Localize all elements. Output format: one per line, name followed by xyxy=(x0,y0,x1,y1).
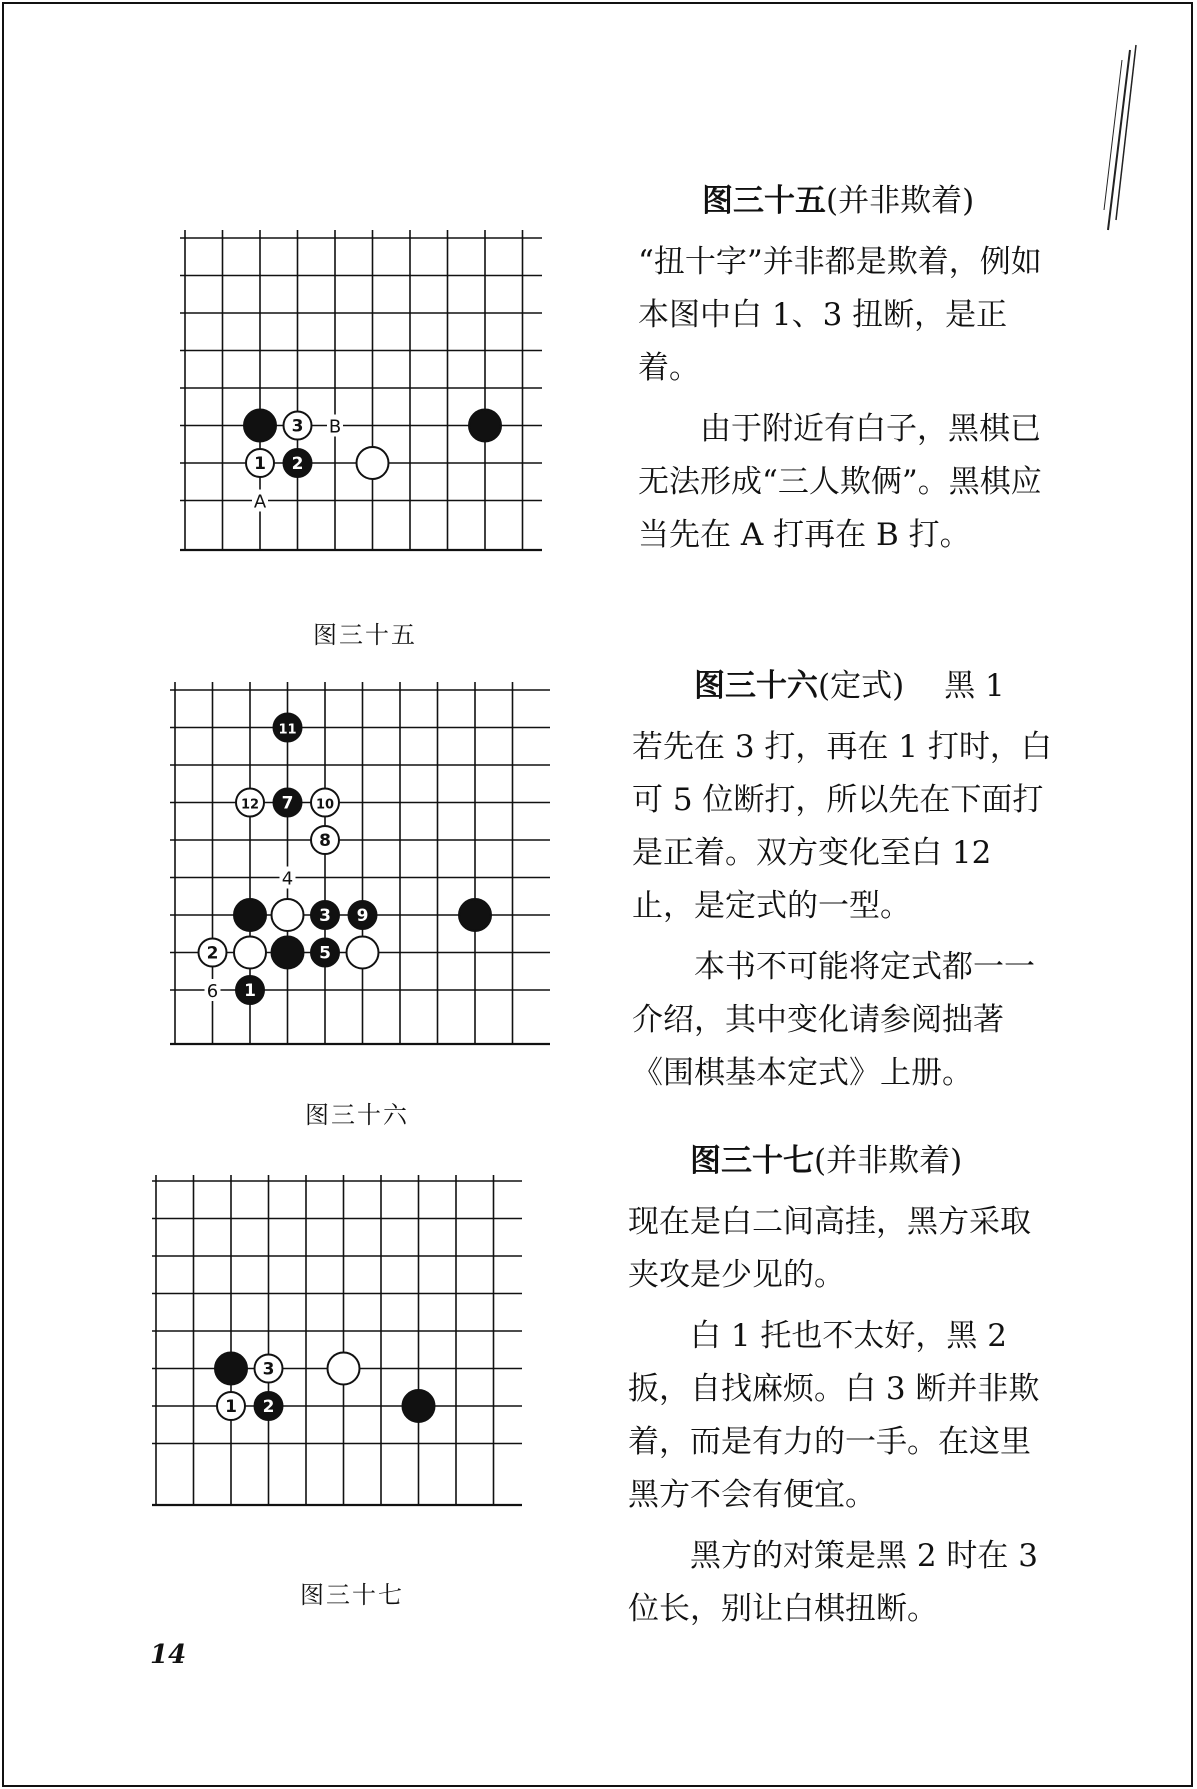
white-stone xyxy=(328,1353,360,1385)
section-36-title: 图三十六 xyxy=(694,668,818,704)
point-label-4 xyxy=(280,867,296,890)
black-stone-2 xyxy=(284,449,312,477)
stone-number: 3 xyxy=(262,1359,275,1380)
section-37-para-2: 白 1 托也不太好，黑 2 扳，自找麻烦。白 3 断并非欺着，而是有力的一手。在这里黑方不会有便宜。 xyxy=(628,1318,1040,1513)
point-label-B xyxy=(327,415,343,438)
go-diagram-37 xyxy=(152,1175,522,1515)
section-35-heading xyxy=(638,175,1058,228)
stone-number: 3 xyxy=(291,416,304,437)
stone-number: 1 xyxy=(225,1397,237,1417)
section-36-para-2: 本书不可能将定式都一一介绍，其中变化请参阅拙著《围棋基本定式》上册。 xyxy=(632,949,1035,1091)
stone-number: 2 xyxy=(262,1397,275,1417)
section-37-para-1: 现在是白二间高挂，黑方采取夹攻是少见的。 xyxy=(628,1204,1031,1293)
section-36-subtitle: (定式) xyxy=(818,668,905,704)
svg-text:6: 6 xyxy=(206,981,219,1002)
black-stone-11 xyxy=(274,714,302,742)
section-35-para-2: 由于附近有白子，黑棋已无法形成“三人欺俩”。黑棋应当先在 A 打再在 B 打。 xyxy=(638,411,1042,553)
section-36-heading xyxy=(632,660,1057,713)
stone-number: 9 xyxy=(356,906,369,926)
section-37 xyxy=(628,1135,1058,1644)
stone-number: 10 xyxy=(315,797,335,813)
black-stone xyxy=(403,1390,435,1422)
section-37-subtitle: (并非欺着) xyxy=(814,1143,963,1179)
section-37-para-3: 黑方的对策是黑 2 时在 3 位长，别让白棋扭断。 xyxy=(628,1538,1039,1627)
stone-number: 8 xyxy=(319,831,331,851)
black-stone-9 xyxy=(349,901,377,929)
black-stone xyxy=(459,899,491,931)
stone-number: 11 xyxy=(278,722,297,738)
section-37-title: 图三十七 xyxy=(690,1143,814,1179)
page-number: 14 xyxy=(150,1640,187,1670)
figure-caption-35: 图三十五 xyxy=(313,621,417,649)
svg-text:A: A xyxy=(253,491,267,513)
black-stone xyxy=(215,1353,247,1385)
point-label-6 xyxy=(205,979,221,1002)
black-stone-7 xyxy=(274,789,302,817)
go-diagram-36 xyxy=(170,682,550,1054)
stone-number: 2 xyxy=(291,454,304,474)
stone-number: 2 xyxy=(206,943,219,964)
black-stone-5 xyxy=(311,939,339,967)
section-35 xyxy=(638,175,1058,570)
black-stone xyxy=(469,410,501,442)
white-stone-1 xyxy=(217,1392,245,1420)
black-stone-3 xyxy=(311,901,339,929)
white-stone-12 xyxy=(236,789,264,817)
stone-number: 1 xyxy=(244,981,256,1001)
white-stone xyxy=(347,937,379,969)
board-grid xyxy=(152,1175,522,1505)
section-35-para-1: “扭十字”并非都是欺着，例如本图中白 1、3 扭断，是正着。 xyxy=(638,244,1042,386)
section-35-title: 图三十五 xyxy=(702,183,826,219)
stone-number: 1 xyxy=(254,454,266,474)
svg-text:4: 4 xyxy=(281,868,294,890)
white-stone xyxy=(234,937,266,969)
board-grid xyxy=(170,682,550,1044)
point-label-A xyxy=(252,490,268,513)
white-stone xyxy=(272,899,304,931)
scan-artifact-lines xyxy=(1060,40,1140,240)
section-35-subtitle: (并非欺着) xyxy=(826,183,975,219)
stone-number: 12 xyxy=(240,797,260,813)
section-37-heading xyxy=(628,1135,1058,1188)
white-stone-1 xyxy=(246,449,274,477)
go-diagram-35 xyxy=(180,230,542,560)
white-stone-3 xyxy=(284,412,312,440)
white-stone-8 xyxy=(311,826,339,854)
section-36-para-1: 若先在 3 打，再在 1 打时，白可 5 位断打，所以先在下面打是正着。双方变化至白 12 止，是定式的一型。 xyxy=(632,729,1052,924)
black-stone-2 xyxy=(255,1392,283,1420)
stone-number: 7 xyxy=(281,793,294,814)
stone-number: 5 xyxy=(319,943,331,964)
black-stone xyxy=(234,899,266,931)
section-36 xyxy=(632,660,1057,1108)
board-grid xyxy=(180,230,542,550)
black-stone xyxy=(272,937,304,969)
figure-caption-36: 图三十六 xyxy=(305,1101,409,1129)
svg-text:B: B xyxy=(328,416,342,438)
black-stone-1 xyxy=(236,976,264,1004)
section-36-lead: 黑 1 xyxy=(944,668,1005,704)
stone-number: 3 xyxy=(319,906,331,926)
white-stone-3 xyxy=(255,1355,283,1383)
white-stone-10 xyxy=(311,789,339,817)
figure-caption-37: 图三十七 xyxy=(300,1581,404,1609)
black-stone xyxy=(244,410,276,442)
white-stone xyxy=(357,447,389,479)
white-stone-2 xyxy=(199,939,227,967)
